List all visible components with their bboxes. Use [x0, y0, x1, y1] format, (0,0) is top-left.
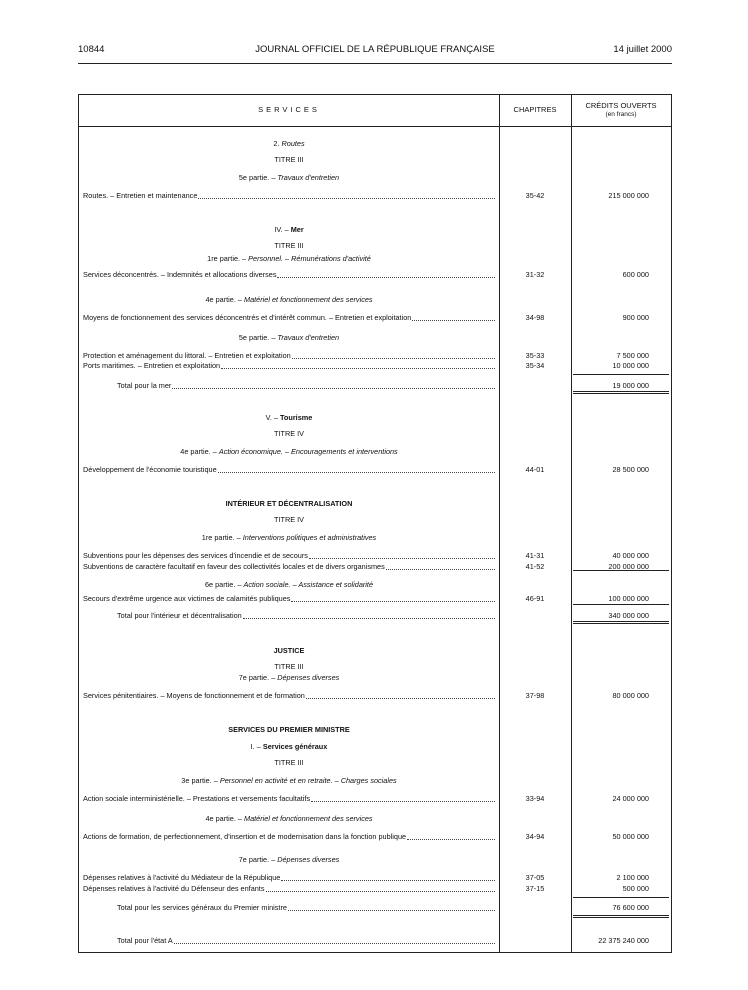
row-label-text: Routes. – Entretien et maintenance — [83, 191, 198, 200]
chapitre-cell: 35-34 — [525, 361, 545, 370]
header-rule — [78, 63, 672, 64]
subtotal-rule — [573, 897, 669, 898]
section-heading — [79, 813, 499, 824]
amount-cell: 10 000 000 — [612, 361, 649, 370]
row-label-text: Total pour l'intérieur et décentralisation — [117, 611, 242, 620]
amount-cell: 100 000 000 — [608, 594, 649, 603]
section-heading-row — [79, 661, 671, 672]
heading-prefix: 7e partie. – — [238, 673, 278, 682]
chapitre-cell: 33-94 — [525, 794, 545, 803]
chapitre-cell: 35-42 — [525, 191, 545, 200]
heading-bold-text: INTÉRIEUR ET DÉCENTRALISATION — [225, 499, 353, 508]
heading-prefix: 4e partie. – — [205, 295, 244, 304]
total-row — [79, 380, 671, 391]
chapitre-cell: 31-32 — [525, 270, 545, 279]
heading-prefix: 6e partie. – — [204, 580, 244, 589]
page-header — [78, 44, 672, 58]
leader-dots — [412, 312, 495, 321]
leader-dots — [243, 610, 495, 619]
section-heading-row — [79, 775, 671, 786]
amount-cell: 200 000 000 — [608, 562, 649, 571]
row-label-text: Secours d'extrême urgence aux victimes de calamités publiques — [83, 594, 291, 603]
table-row — [79, 190, 671, 201]
leader-dots — [172, 380, 495, 389]
section-heading — [79, 741, 499, 752]
row-label-text: Ports maritimes. – Entretien et exploitation — [83, 361, 221, 370]
section-heading-row — [79, 172, 671, 183]
heading-text: TITRE III — [274, 758, 304, 767]
publication-date: 14 juillet 2000 — [613, 44, 672, 55]
table-row — [79, 831, 671, 842]
heading-italic-text: Dépenses diverses — [277, 855, 340, 864]
row-label-text: Action sociale interministérielle. – Prestations et versements facultatifs — [83, 794, 311, 803]
chapitre-cell: 35-33 — [525, 351, 545, 360]
amount-cell: 7 500 000 — [616, 351, 649, 360]
amount-cell: 900 000 — [622, 313, 649, 322]
amount-cell: 19 000 000 — [612, 381, 649, 390]
amount-cell: 76 600 000 — [612, 903, 649, 912]
table-row — [79, 269, 671, 280]
section-heading — [79, 532, 499, 543]
subtotal-rule — [573, 391, 669, 394]
section-heading-row — [79, 579, 671, 590]
section-heading — [79, 757, 499, 768]
row-label — [117, 902, 495, 913]
table-row — [79, 872, 671, 883]
row-label — [83, 561, 495, 572]
amount-cell: 50 000 000 — [612, 832, 649, 841]
amount-cell: 600 000 — [622, 270, 649, 279]
heading-prefix: 2. — [273, 139, 282, 148]
heading-italic-text: Action sociale. – Assistance et solidarité — [243, 580, 374, 589]
chapitre-cell: 41-52 — [525, 562, 545, 571]
amount-cell: 500 000 — [622, 884, 649, 893]
row-label-text: Total pour les services généraux du Premier ministre — [117, 903, 287, 912]
section-heading-row — [79, 446, 671, 457]
chapitre-cell: 41-31 — [525, 551, 545, 560]
row-label — [83, 269, 495, 280]
row-label — [83, 190, 495, 201]
section-heading-row — [79, 757, 671, 768]
heading-text: TITRE III — [274, 241, 304, 250]
leader-dots — [407, 831, 495, 840]
amount-cell: 80 000 000 — [612, 691, 649, 700]
heading-italic-text: Personnel en activité et en retraite. – Charges sociales — [219, 776, 397, 785]
total-row — [79, 902, 671, 913]
section-heading — [79, 332, 499, 343]
row-label-text: Dépenses relatives à l'activité du Défenseur des enfants — [83, 884, 265, 893]
leader-dots — [221, 360, 495, 369]
table-row — [79, 883, 671, 894]
heading-prefix: 1re partie. – — [201, 533, 243, 542]
subtotal-rule — [573, 604, 669, 605]
credits-label: CRÉDITS OUVERTS — [585, 101, 657, 111]
amount-cell: 28 500 000 — [612, 465, 649, 474]
heading-prefix: 5e partie. – — [238, 173, 278, 182]
chapitre-cell: 37-98 — [525, 691, 545, 700]
leader-dots — [198, 190, 495, 199]
section-heading-row — [79, 498, 671, 509]
leader-dots — [174, 935, 495, 944]
subtotal-rule — [573, 570, 669, 571]
amount-cell: 340 000 000 — [608, 611, 649, 620]
row-label — [117, 380, 495, 391]
row-label-text: Services pénitentiaires. – Moyens de fonctionnement et de formation — [83, 691, 305, 700]
section-heading — [79, 240, 499, 251]
section-heading — [79, 446, 499, 457]
leader-dots — [277, 269, 495, 278]
row-label — [117, 610, 495, 621]
heading-italic-text: Matériel et fonctionnement des services — [243, 295, 373, 304]
credits-table — [78, 94, 672, 953]
section-heading — [79, 428, 499, 439]
heading-italic-text: Travaux d'entretien — [277, 333, 340, 342]
row-label — [117, 935, 495, 946]
section-heading-row — [79, 724, 671, 735]
section-heading-row — [79, 294, 671, 305]
table-row — [79, 312, 671, 323]
heading-bold-text: SERVICES DU PREMIER MINISTRE — [228, 725, 350, 734]
heading-italic-text: Routes — [281, 139, 305, 148]
column-header-services: SERVICES — [258, 105, 320, 115]
heading-prefix: 7e partie. – — [238, 855, 278, 864]
section-heading — [79, 672, 499, 683]
section-heading-row — [79, 854, 671, 865]
section-heading — [79, 154, 499, 165]
section-heading-row — [79, 154, 671, 165]
section-heading-row — [79, 332, 671, 343]
heading-prefix: 1re partie. – — [207, 254, 249, 263]
row-label-text: Développement de l'économie touristique — [83, 465, 217, 474]
section-heading — [79, 294, 499, 305]
heading-prefix: 4e partie. – — [205, 814, 244, 823]
chapitre-cell: 34-98 — [525, 313, 545, 322]
table-row — [79, 690, 671, 701]
chapitre-cell: 37-15 — [525, 884, 545, 893]
page-number: 10844 — [78, 44, 105, 55]
row-label — [83, 593, 495, 604]
heading-italic-text: Personnel. – Rémunérations d'activité — [248, 254, 371, 263]
row-label-text: Actions de formation, de perfectionnement, d'insertion et de modernisation dans la fonction publique — [83, 832, 407, 841]
section-heading — [79, 253, 499, 264]
chapitre-cell: 37-05 — [525, 873, 545, 882]
leader-dots — [266, 883, 496, 892]
row-label — [83, 550, 495, 561]
heading-italic-text: Interventions politiques et administratives — [242, 533, 377, 542]
row-label — [83, 872, 495, 883]
chapitre-cell: 46-91 — [525, 594, 545, 603]
heading-text: TITRE III — [274, 662, 304, 671]
heading-text: TITRE III — [274, 155, 304, 164]
section-heading — [79, 498, 499, 509]
section-heading-row — [79, 428, 671, 439]
heading-text: TITRE IV — [274, 429, 304, 438]
section-heading-row — [79, 224, 671, 235]
leader-dots — [306, 690, 495, 699]
section-heading-row — [79, 514, 671, 525]
section-heading-row — [79, 645, 671, 656]
row-label — [83, 883, 495, 894]
row-label — [83, 690, 495, 701]
section-heading — [79, 724, 499, 735]
total-row — [79, 610, 671, 621]
row-label-text: Protection et aménagement du littoral. – Entretien et exploitation — [83, 351, 291, 360]
row-label-text: Dépenses relatives à l'activité du Médiateur de la République — [83, 873, 281, 882]
table-row — [79, 550, 671, 561]
section-heading-row — [79, 253, 671, 264]
heading-bold-text: Services généraux — [262, 742, 328, 751]
heading-prefix: 5e partie. – — [238, 333, 278, 342]
leader-dots — [288, 902, 495, 911]
section-heading-row — [79, 240, 671, 251]
row-label — [83, 312, 495, 323]
heading-prefix: 3e partie. – — [181, 776, 220, 785]
row-label — [83, 360, 495, 371]
column-header-chapitres: CHAPITRES — [513, 105, 557, 115]
row-label — [83, 831, 495, 842]
section-heading-row — [79, 532, 671, 543]
section-heading-row — [79, 813, 671, 824]
table-row — [79, 464, 671, 475]
leader-dots — [291, 593, 495, 602]
row-label-text: Subventions de caractère facultatif en faveur des collectivités locales et de divers organismes — [83, 562, 385, 571]
amount-cell: 24 000 000 — [612, 794, 649, 803]
section-heading — [79, 645, 499, 656]
section-heading — [79, 224, 499, 235]
heading-bold-text: Tourisme — [280, 413, 313, 422]
section-heading-row — [79, 741, 671, 752]
total-row — [79, 935, 671, 946]
row-label-text: Subventions pour les dépenses des services d'incendie et de secours — [83, 551, 308, 560]
section-heading — [79, 514, 499, 525]
heading-italic-text: Action économique. – Encouragements et interventions — [218, 447, 398, 456]
amount-cell: 215 000 000 — [608, 191, 649, 200]
heading-prefix: I. – — [250, 742, 263, 751]
section-heading — [79, 854, 499, 865]
section-heading-row — [79, 412, 671, 423]
section-heading-row — [79, 138, 671, 149]
leader-dots — [292, 350, 495, 359]
heading-bold-text: Mer — [290, 225, 304, 234]
section-heading — [79, 138, 499, 149]
heading-prefix: IV. – — [274, 225, 291, 234]
section-heading — [79, 661, 499, 672]
section-heading — [79, 579, 499, 590]
header-divider — [79, 126, 671, 127]
chapitre-cell: 34-94 — [525, 832, 545, 841]
row-label-text: Services déconcentrés. – Indemnités et allocations diverses — [83, 270, 277, 279]
subtotal-rule — [573, 915, 669, 918]
credits-unit: (en francs) — [605, 111, 637, 119]
row-label — [83, 793, 495, 804]
heading-italic-text: Matériel et fonctionnement des services — [243, 814, 373, 823]
amount-cell: 2 100 000 — [616, 873, 649, 882]
table-row — [79, 593, 671, 604]
heading-italic-text: Travaux d'entretien — [277, 173, 340, 182]
leader-dots — [218, 464, 495, 473]
leader-dots — [311, 793, 495, 802]
heading-prefix: 4e partie. – — [180, 447, 219, 456]
heading-italic-text: Dépenses diverses — [277, 673, 340, 682]
leader-dots — [281, 872, 495, 881]
row-label-text: Total pour la mer — [117, 381, 172, 390]
row-label-text: Moyens de fonctionnement des services déconcentrés et d'intérêt commun. – Entretien et exploitation — [83, 313, 412, 322]
journal-title: JOURNAL OFFICIEL DE LA RÉPUBLIQUE FRANÇAISE — [255, 44, 495, 55]
row-label-text: Total pour l'état A — [117, 936, 173, 945]
subtotal-rule — [573, 374, 669, 375]
section-heading — [79, 412, 499, 423]
subtotal-rule — [573, 621, 669, 624]
amount-cell: 22 375 240 000 — [598, 936, 649, 945]
section-heading-row — [79, 672, 671, 683]
leader-dots — [386, 561, 495, 570]
chapitre-cell: 44-01 — [525, 465, 545, 474]
table-row — [79, 360, 671, 371]
column-header-credits — [571, 95, 671, 126]
table-row — [79, 793, 671, 804]
heading-bold-text: JUSTICE — [273, 646, 305, 655]
section-heading — [79, 172, 499, 183]
heading-prefix: V. – — [265, 413, 281, 422]
row-label — [83, 464, 495, 475]
section-heading — [79, 775, 499, 786]
heading-text: TITRE IV — [274, 515, 304, 524]
amount-cell: 40 000 000 — [612, 551, 649, 560]
leader-dots — [309, 550, 495, 559]
